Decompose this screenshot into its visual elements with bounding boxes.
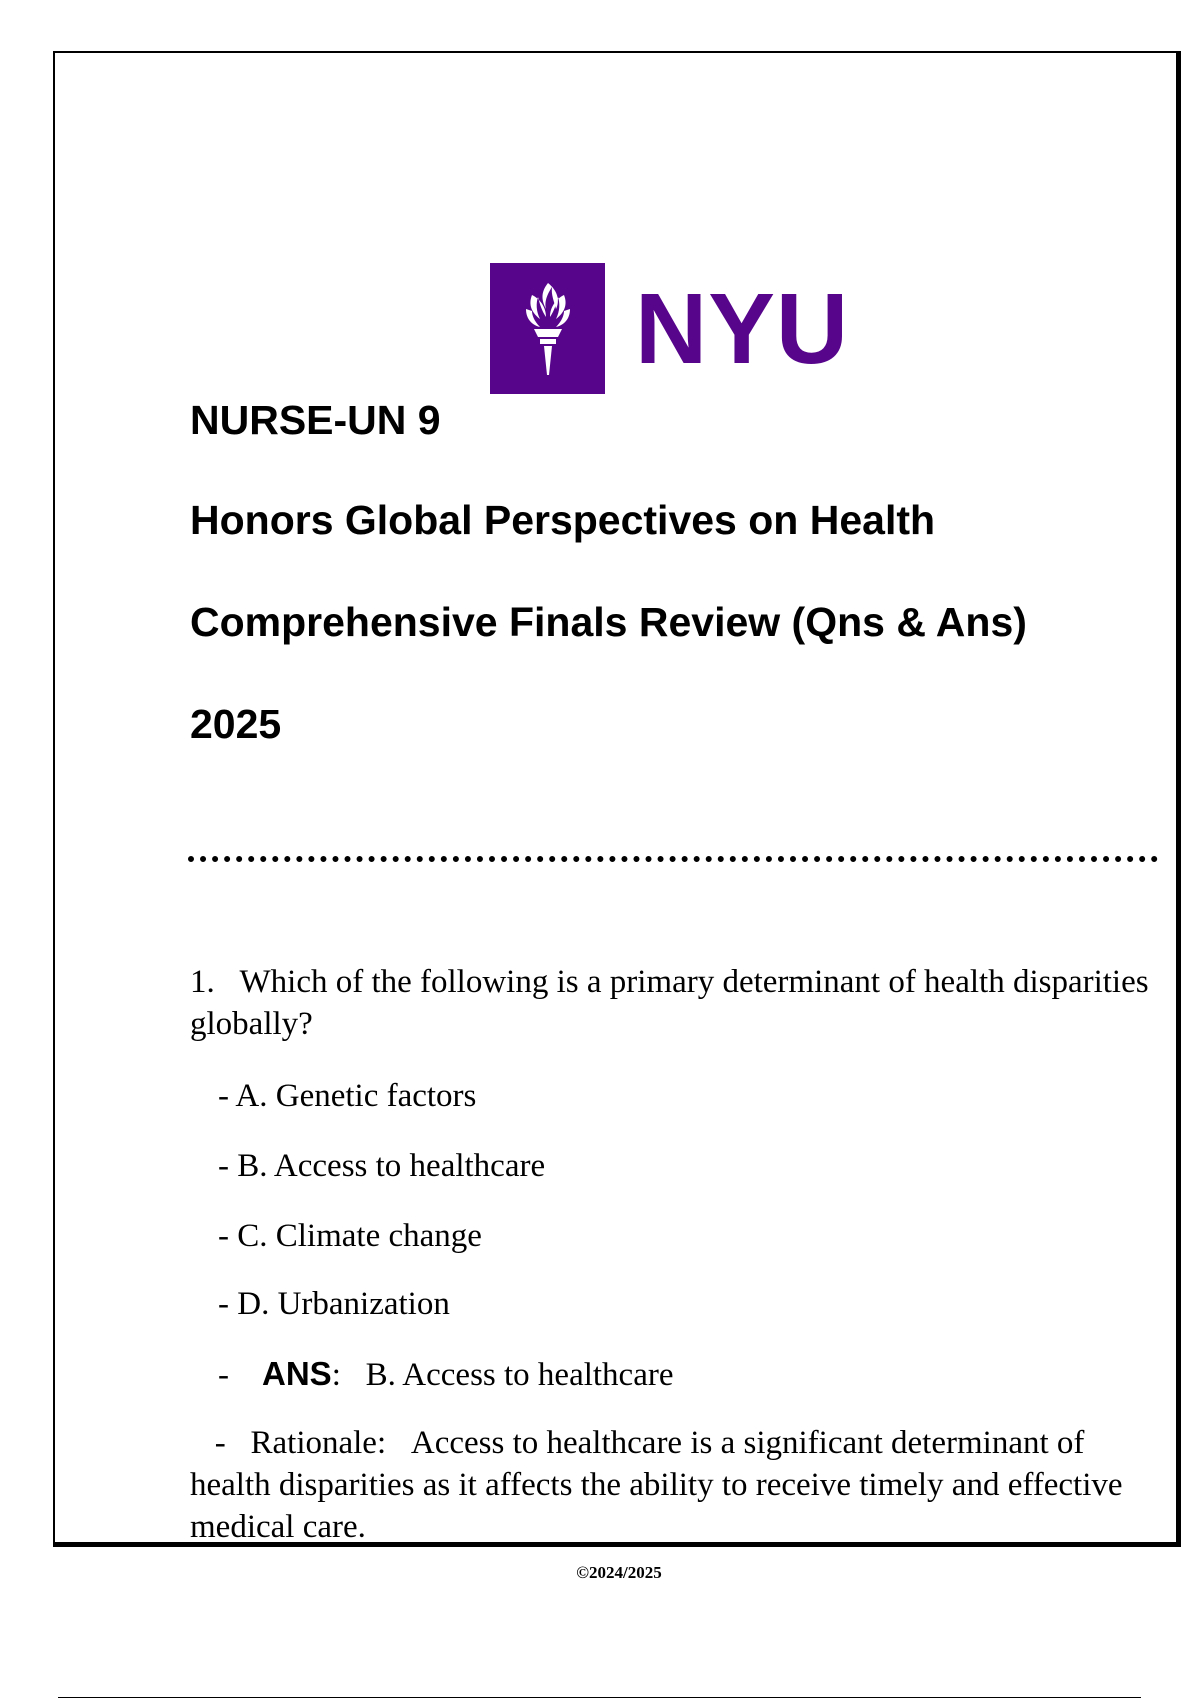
- course-title: Honors Global Perspectives on Health: [190, 497, 936, 543]
- rationale-text: Access to healthcare is a significant determinant of health disparities as it affects the ability to receive timely and effective medical care.: [190, 1425, 1123, 1545]
- bottom-rule: [58, 1697, 1141, 1698]
- option-c: - C. Climate change: [218, 1218, 482, 1254]
- question-body: Which of the following is a primary determinant of health disparities globally?: [190, 964, 1149, 1042]
- rationale-label: Rationale:: [250, 1425, 387, 1461]
- logo-box: [490, 263, 605, 394]
- answer-label: ANS: [262, 1355, 332, 1392]
- dotted-divider: [188, 856, 1158, 862]
- document-title: Comprehensive Finals Review (Qns & Ans): [190, 599, 1027, 645]
- question-text: [190, 961, 1150, 1045]
- rationale-prefix: -: [214, 1425, 226, 1461]
- answer-prefix: -: [218, 1357, 229, 1393]
- option-b: - B. Access to healthcare: [218, 1148, 546, 1184]
- nyu-logo: [490, 263, 849, 394]
- torch-icon: [518, 279, 578, 379]
- rationale: [190, 1422, 1150, 1548]
- question-number: 1.: [190, 964, 215, 1000]
- option-a: - A. Genetic factors: [218, 1078, 477, 1114]
- copyright: ©2024/2025: [576, 1563, 662, 1582]
- page-frame: [53, 51, 1181, 1582]
- logo-wordmark: NYU: [635, 272, 850, 385]
- course-code: NURSE-UN 9: [190, 397, 441, 443]
- answer-line: [218, 1353, 674, 1396]
- document-year: 2025: [190, 701, 282, 747]
- answer-text: B. Access to healthcare: [365, 1357, 674, 1393]
- option-d: - D. Urbanization: [218, 1286, 450, 1322]
- answer-colon: :: [331, 1357, 341, 1393]
